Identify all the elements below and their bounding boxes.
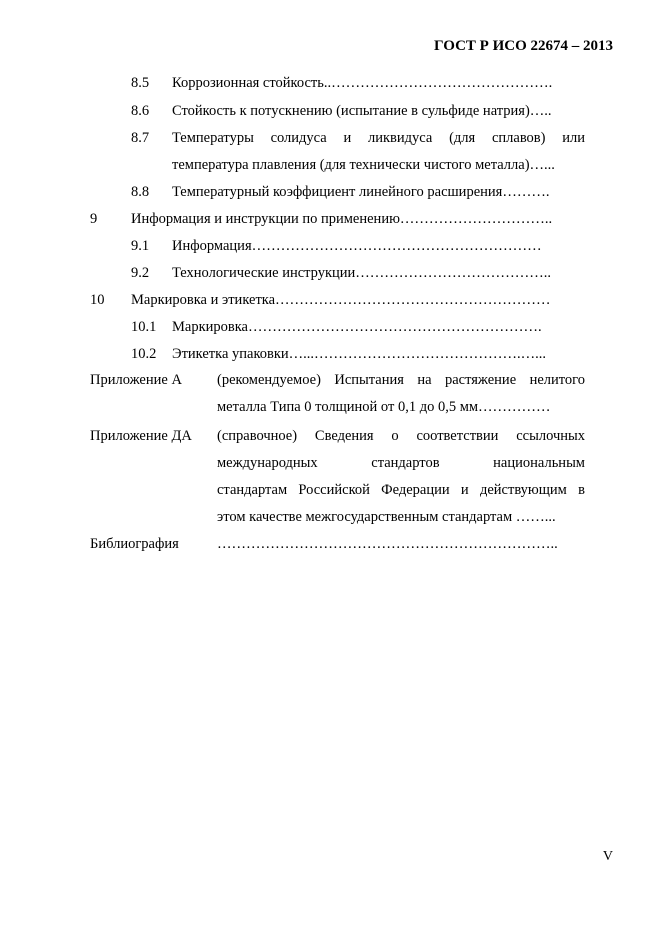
toc-entry-9: Информация и инструкции по применению………………………….. — [131, 211, 553, 227]
toc-appendix-da-line4: этом качестве межгосударственным стандартам ……... — [217, 509, 556, 525]
toc-entry-10-1: Маркировка……………………………………………………. — [172, 319, 542, 335]
toc-entry-9-1: Информация…………………………………………………… — [172, 238, 542, 254]
toc-appendix-da-line2: международных стандартов национальным — [217, 455, 585, 471]
toc-number-9-2: 9.2 — [131, 265, 150, 281]
toc-number-8-5: 8.5 — [131, 75, 150, 91]
toc-entry-10-2: Этикетка упаковки…...…………………………………….…... — [172, 346, 547, 362]
toc-number-9-1: 9.1 — [131, 238, 150, 254]
toc-number-10: 10 — [90, 292, 105, 308]
toc-appendix-da-line1: (справочное) Сведения о соответствии ссылочных — [217, 428, 585, 444]
toc-entry-8-6: Стойкость к потускнению (испытание в сульфиде натрия)….. — [172, 103, 552, 119]
toc-number-10-2: 10.2 — [131, 346, 157, 362]
toc-appendix-a-label: Приложение А — [90, 372, 182, 388]
toc-appendix-da-line3: стандартам Российской Федерации и действующим в — [217, 482, 585, 498]
toc-entry-8-5: Коррозионная стойкость..………………………………………. — [172, 75, 553, 91]
toc-number-10-1: 10.1 — [131, 319, 157, 335]
toc-bibliography-leader: …………………………………………………………….. — [217, 536, 558, 552]
toc-entry-9-2: Технологические инструкции………………………………….. — [172, 265, 552, 281]
page-number: V — [602, 849, 613, 864]
toc-number-9: 9 — [90, 211, 98, 227]
toc-appendix-da-label: Приложение ДА — [90, 428, 192, 444]
toc-number-8-6: 8.6 — [131, 103, 150, 119]
toc-bibliography-label: Библиография — [90, 536, 179, 552]
toc-entry-10: Маркировка и этикетка………………………………………………… — [131, 292, 551, 308]
toc-appendix-a-line1: (рекомендуемое) Испытания на растяжение нелитого — [217, 372, 585, 388]
toc-appendix-a-line2: металла Типа 0 толщиной от 0,1 до 0,5 мм…………… — [217, 399, 551, 415]
toc-entry-8-7-line2: температура плавления (для технически чистого металла)…... — [172, 157, 555, 173]
toc-entry-8-7-line1: Температуры солидуса и ликвидуса (для сплавов) или — [172, 130, 585, 146]
document-header-title: ГОСТ Р ИСО 22674 – 2013 — [434, 38, 613, 54]
toc-entry-8-8: Температурный коэффициент линейного расширения………. — [172, 184, 550, 200]
toc-number-8-7: 8.7 — [131, 130, 150, 146]
toc-number-8-8: 8.8 — [131, 184, 150, 200]
